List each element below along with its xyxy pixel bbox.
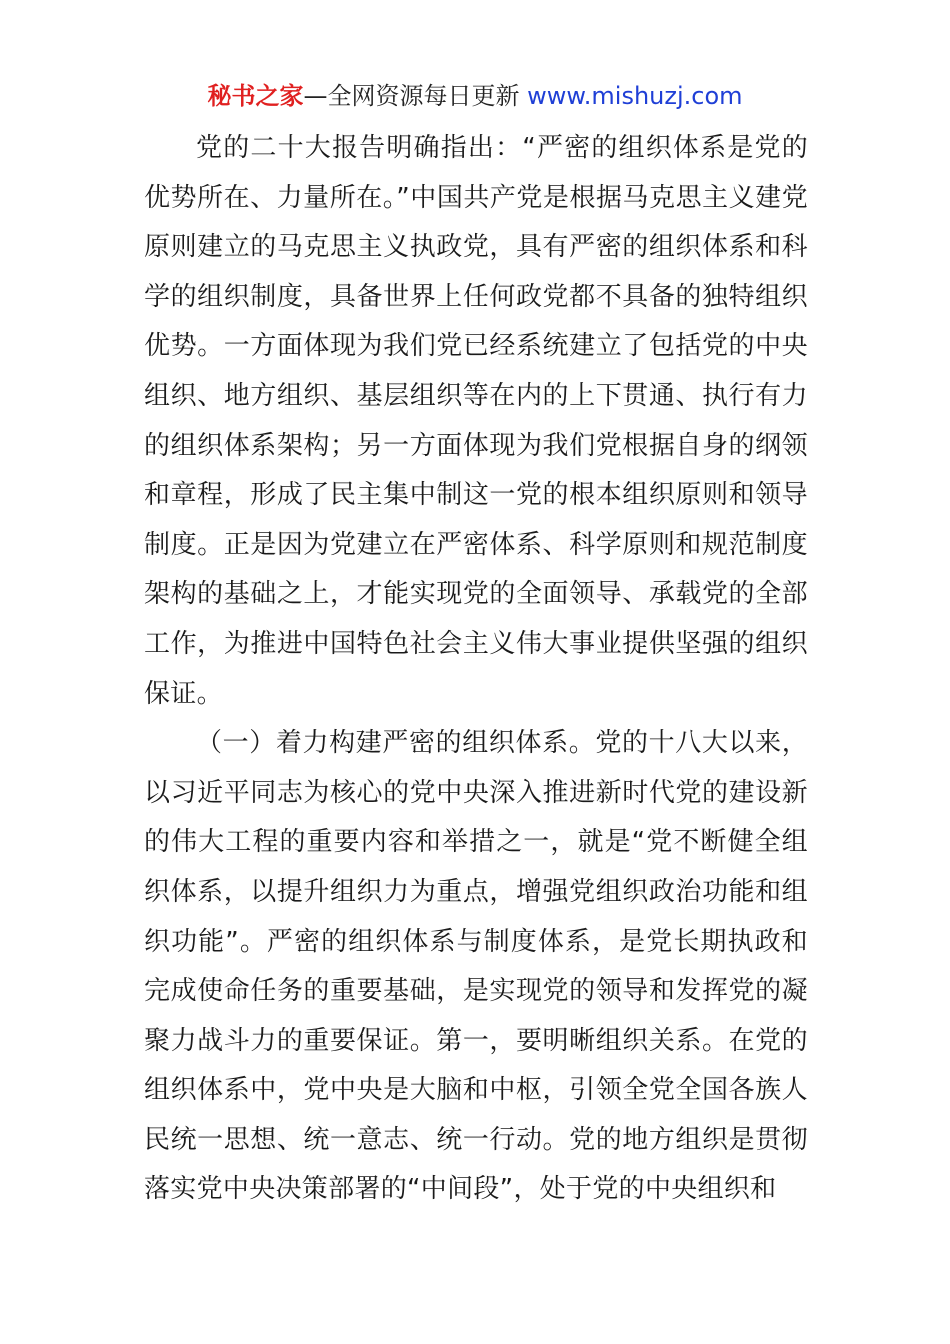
paragraph-intro: 党的二十大报告明确指出：“严密的组织体系是党的优势所在、力量所在。”中国共产党是根据马克思主义建党原则建立的马克思主义执政党，具有严密的组织体系和科学的组织制度，具备世界上任何政党都不具备的独特组织优势。一方面体现为我们党已经系统建立了包括党的中央组织、地方组织、基层组织等在内的上下贯通、执行有力的组织体系架构；另一方面体现为我们党根据自身的纲领和章程，形成了民主集中制这一党的根本组织原则和领导制度。正是因为党建立在严密体系、科学原则和规范制度架构的基础之上，才能实现党的全面领导、承载党的全部工作，为推进中国特色社会主义伟大事业提供坚强的组织保证。	[144, 133, 808, 709]
brand-name: 秘书之家	[207, 82, 304, 110]
document-body	[144, 124, 808, 1215]
site-url-link[interactable]: www.mishuzj.com	[527, 82, 743, 110]
paragraph-section-one: （一）着力构建严密的组织体系。党的十八大以来，以习近平同志为核心的党中央深入推进新时代党的建设新的伟大工程的重要内容和举措之一，就是“党不断健全组织体系，以提升组织力为重点，增强党组织政治功能和组织功能”。严密的组织体系与制度体系，是党长期执政和完成使命任务的重要基础，是实现党的领导和发挥党的凝聚力战斗力的重要保证。第一，要明晰组织关系。在党的组织体系中，党中央是大脑和中枢，引领全党全国各族人民统一思想、统一意志、统一行动。党的地方组织是贯彻落实党中央决策部署的“中间段”，处于党的中央组织和	[144, 728, 808, 1205]
header-tagline: —全网资源每日更新	[303, 82, 528, 110]
site-header	[0, 80, 950, 112]
